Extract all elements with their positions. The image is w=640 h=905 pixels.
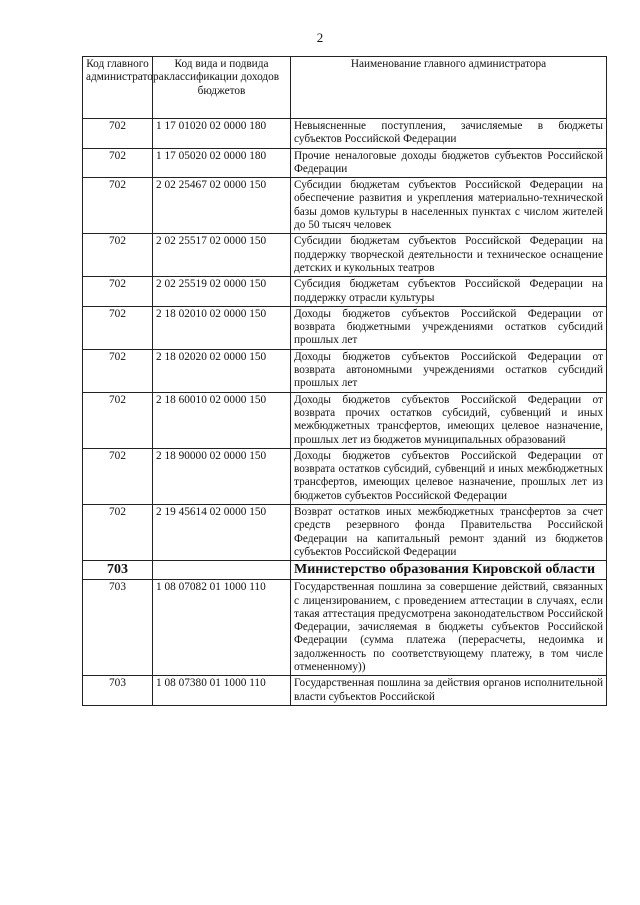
admin-name-cell: Государственная пошлина за действия органов исполнительной власти субъектов Российской xyxy=(291,676,607,706)
revenue-code-cell: 2 18 60010 02 0000 150 xyxy=(153,392,291,448)
ministry-name-cell: Министерство образования Кировской области xyxy=(291,561,607,580)
revenue-code-cell: 2 18 90000 02 0000 150 xyxy=(153,448,291,504)
admin-code-cell: 702 xyxy=(83,119,153,149)
admin-code-cell: 702 xyxy=(83,277,153,307)
revenue-code-cell: 1 08 07082 01 1000 110 xyxy=(153,580,291,676)
revenue-code-cell: 1 17 05020 02 0000 180 xyxy=(153,148,291,178)
header-admin-code: Код главного администратора xyxy=(83,57,153,119)
admin-code-cell: 703 xyxy=(83,580,153,676)
revenue-code-cell: 2 02 25467 02 0000 150 xyxy=(153,178,291,234)
table-row xyxy=(83,392,607,448)
admin-code-cell: 702 xyxy=(83,178,153,234)
revenue-code-cell: 2 02 25517 02 0000 150 xyxy=(153,234,291,277)
budget-revenue-table xyxy=(82,56,607,706)
admin-code-cell: 702 xyxy=(83,349,153,392)
table-row xyxy=(83,306,607,349)
page-number: 2 xyxy=(316,30,324,45)
header-revenue-code: Код вида и подвида классификации доходов бюджетов xyxy=(153,57,291,119)
admin-name-cell: Доходы бюджетов субъектов Российской Федерации от возврата остатков субсидий, субвенций и иных межбюджетных трансфертов, имеющих целевое назначение, прошлых лет из бюджетов субъектов Российской Федерации xyxy=(291,448,607,504)
revenue-code-cell: 1 08 07380 01 1000 110 xyxy=(153,676,291,706)
table-row xyxy=(83,505,607,561)
ministry-revenue-code-cell xyxy=(153,561,291,580)
ministry-row xyxy=(83,561,607,580)
admin-code-cell: 702 xyxy=(83,392,153,448)
revenue-code-cell: 1 17 01020 02 0000 180 xyxy=(153,119,291,149)
admin-name-cell: Доходы бюджетов субъектов Российской Федерации от возврата автономными учреждениями остатков субсидий прошлых лет xyxy=(291,349,607,392)
admin-code-cell: 702 xyxy=(83,448,153,504)
table-row xyxy=(83,148,607,178)
admin-name-cell: Субсидия бюджетам субъектов Российской Федерации на поддержку отрасли культуры xyxy=(291,277,607,307)
table-row xyxy=(83,119,607,149)
revenue-code-cell: 2 18 02020 02 0000 150 xyxy=(153,349,291,392)
revenue-code-cell: 2 18 02010 02 0000 150 xyxy=(153,306,291,349)
table-body xyxy=(83,119,607,706)
admin-name-cell: Государственная пошлина за совершение действий, связанных с лицензированием, с проведением аттестации в случаях, если такая аттестация предусмотрена законодательством Российской Федерации, зачисляемая в бюджеты субъектов Российской Федерации (сумма платежа (перерасчеты, недоимка и задолженность по соответствующему платежу, в том числе отмененному)) xyxy=(291,580,607,676)
admin-name-cell: Доходы бюджетов субъектов Российской Федерации от возврата бюджетными учреждениями остатков субсидий прошлых лет xyxy=(291,306,607,349)
table-row xyxy=(83,580,607,676)
table-header-row xyxy=(83,57,607,119)
admin-name-cell: Невыясненные поступления, зачисляемые в бюджеты субъектов Российской Федерации xyxy=(291,119,607,149)
ministry-code-cell: 703 xyxy=(83,561,153,580)
admin-code-cell: 702 xyxy=(83,505,153,561)
table-row xyxy=(83,349,607,392)
table-row xyxy=(83,676,607,706)
revenue-code-cell: 2 02 25519 02 0000 150 xyxy=(153,277,291,307)
header-admin-name: Наименование главного администратора xyxy=(291,57,607,119)
table-row xyxy=(83,234,607,277)
admin-code-cell: 702 xyxy=(83,148,153,178)
admin-name-cell: Возврат остатков иных межбюджетных трансфертов за счет средств резервного фонда Правительства Российской Федерации на капитальный ремонт зданий из бюджетов субъектов Российской Федерации xyxy=(291,505,607,561)
admin-code-cell: 702 xyxy=(83,306,153,349)
admin-name-cell: Доходы бюджетов субъектов Российской Федерации от возврата прочих остатков субсидий, субвенций и иных межбюджетных трансфертов, имеющих целевое назначение, прошлых лет из бюджетов муниципальных образований xyxy=(291,392,607,448)
table-row xyxy=(83,277,607,307)
admin-name-cell: Прочие неналоговые доходы бюджетов субъектов Российской Федерации xyxy=(291,148,607,178)
admin-name-cell: Субсидии бюджетам субъектов Российской Федерации на поддержку творческой деятельности и техническое оснащение детских и кукольных театров xyxy=(291,234,607,277)
admin-code-cell: 703 xyxy=(83,676,153,706)
table-row xyxy=(83,178,607,234)
admin-name-cell: Субсидии бюджетам субъектов Российской Федерации на обеспечение развития и укрепления материально-технической базы домов культуры в населенных пунктах с числом жителей до 50 тысяч человек xyxy=(291,178,607,234)
revenue-code-cell: 2 19 45614 02 0000 150 xyxy=(153,505,291,561)
admin-code-cell: 702 xyxy=(83,234,153,277)
table-row xyxy=(83,448,607,504)
